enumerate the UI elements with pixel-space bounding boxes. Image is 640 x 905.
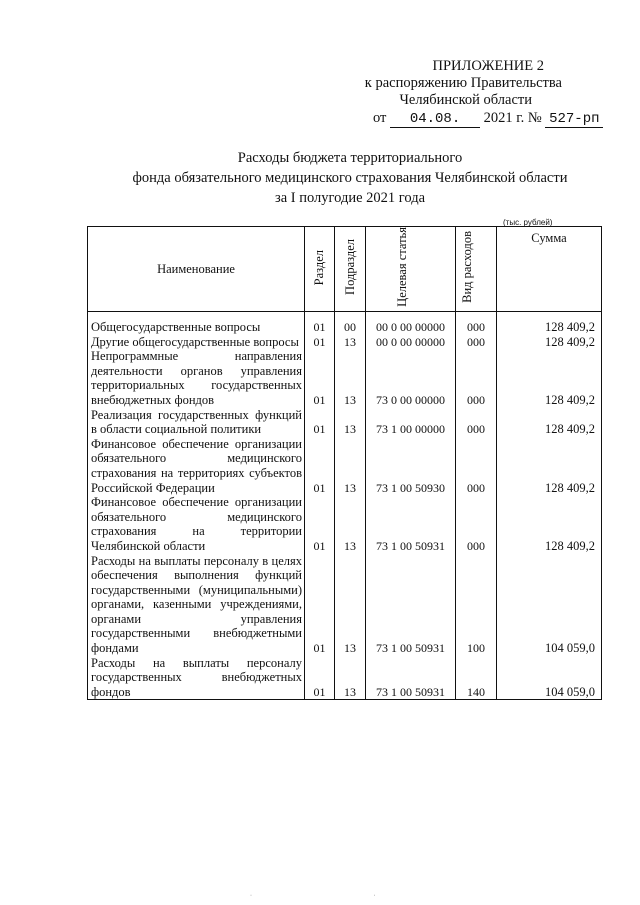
row-subsection-cell: 13	[335, 408, 366, 437]
row-target-cell: 73 0 00 00000	[366, 349, 456, 407]
row-sum-cell: 128 409,2	[497, 437, 602, 495]
row-name-cell: Непрограммные направления деятельности органов управления территориальных государственных внебюджетных фондов	[88, 349, 305, 407]
row-section-cell: 01	[305, 554, 335, 656]
row-kind-cell: 140	[456, 656, 497, 700]
header-kind: Вид расходов	[456, 227, 497, 312]
row-target-cell: 73 1 00 50931	[366, 656, 456, 700]
row-target-cell: 73 1 00 50931	[366, 495, 456, 553]
table-row	[88, 656, 602, 700]
header-section: Раздел	[305, 227, 335, 312]
row-name-cell: Общегосударственные вопросы	[88, 312, 305, 335]
header-target: Целевая статья	[366, 227, 456, 312]
row-sum-cell: 128 409,2	[497, 335, 602, 350]
row-section-cell: 01	[305, 312, 335, 335]
date-prefix: от	[373, 110, 387, 126]
row-name-cell: Расходы на выплаты персоналу в целях обеспечения выполнения функций государственными (муниципальными) органами, казенными учреждениями, органами управления государственными внебюджетными фондами	[88, 554, 305, 656]
header-subsection: Подраздел	[335, 227, 366, 312]
year-text: 2021 г. №	[483, 110, 542, 126]
row-name-cell: Расходы на выплаты персоналу государственных внебюджетных фондов	[88, 656, 305, 700]
row-subsection-cell: 13	[335, 495, 366, 553]
row-kind-cell: 000	[456, 335, 497, 350]
row-sum-cell: 104 059,0	[497, 554, 602, 656]
header-name: Наименование	[88, 227, 305, 312]
expenditure-table	[87, 226, 602, 700]
row-kind-cell: 000	[456, 408, 497, 437]
row-section-cell: 01	[305, 495, 335, 553]
row-subsection-cell: 00	[335, 312, 366, 335]
row-kind-cell: 000	[456, 349, 497, 407]
row-section-cell: 01	[305, 437, 335, 495]
row-section-cell: 01	[305, 349, 335, 407]
row-subsection-cell: 13	[335, 335, 366, 350]
table-row	[88, 408, 602, 437]
row-sum-cell: 128 409,2	[497, 312, 602, 335]
table-row	[88, 437, 602, 495]
order-number: 527-рп	[549, 111, 600, 127]
row-sum-cell: 104 059,0	[497, 656, 602, 700]
row-kind-cell: 100	[456, 554, 497, 656]
row-target-cell: 00 0 00 00000	[366, 312, 456, 335]
row-name-cell: Реализация государственных функций в области социальной политики	[88, 408, 305, 437]
date-value: 04.08.	[409, 111, 461, 127]
appendix-line-region: Челябинской области	[399, 92, 532, 108]
row-section-cell: 01	[305, 335, 335, 350]
row-section-cell: 01	[305, 656, 335, 700]
row-name-cell: Другие общегосударственные вопросы	[88, 335, 305, 350]
units-label: (тыс. рублей)	[503, 218, 553, 227]
row-name-cell: Финансовое обеспечение организации обязательного медицинского страхования на территориях субъектов Российской Федерации	[88, 437, 305, 495]
table-row	[88, 495, 602, 553]
row-kind-cell: 000	[456, 437, 497, 495]
appendix-block	[302, 58, 562, 109]
table-row	[88, 349, 602, 407]
document-title	[90, 148, 610, 208]
table-header-row	[88, 227, 602, 312]
row-target-cell: 73 1 00 50930	[366, 437, 456, 495]
title-line-3: за I полугодие 2021 года	[274, 190, 426, 206]
table-row	[88, 554, 602, 656]
row-subsection-cell: 13	[335, 437, 366, 495]
appendix-title: ПРИЛОЖЕНИЕ 2	[432, 58, 544, 74]
header-sum: Сумма	[497, 227, 602, 312]
title-line-2: фонда обязательного медицинского страхования Челябинской области	[132, 170, 568, 186]
table-row	[88, 312, 602, 335]
row-target-cell: 73 1 00 00000	[366, 408, 456, 437]
row-sum-cell: 128 409,2	[497, 349, 602, 407]
row-sum-cell: 128 409,2	[497, 495, 602, 553]
row-target-cell: 73 1 00 50931	[366, 554, 456, 656]
row-kind-cell: 000	[456, 495, 497, 553]
row-name-cell: Финансовое обеспечение организации обязательного медицинского страхования на территории Челябинской области	[88, 495, 305, 553]
appendix-line-government: к распоряжению Правительства	[364, 75, 562, 91]
table-row	[88, 335, 602, 350]
order-date-line	[373, 110, 603, 128]
row-subsection-cell: 13	[335, 656, 366, 700]
row-sum-cell: 128 409,2	[497, 408, 602, 437]
row-subsection-cell: 13	[335, 554, 366, 656]
row-target-cell: 00 0 00 00000	[366, 335, 456, 350]
title-line-1: Расходы бюджета территориального	[237, 150, 463, 166]
row-kind-cell: 000	[456, 312, 497, 335]
row-subsection-cell: 13	[335, 349, 366, 407]
scan-artifacts: · ·	[250, 893, 436, 899]
row-section-cell: 01	[305, 408, 335, 437]
